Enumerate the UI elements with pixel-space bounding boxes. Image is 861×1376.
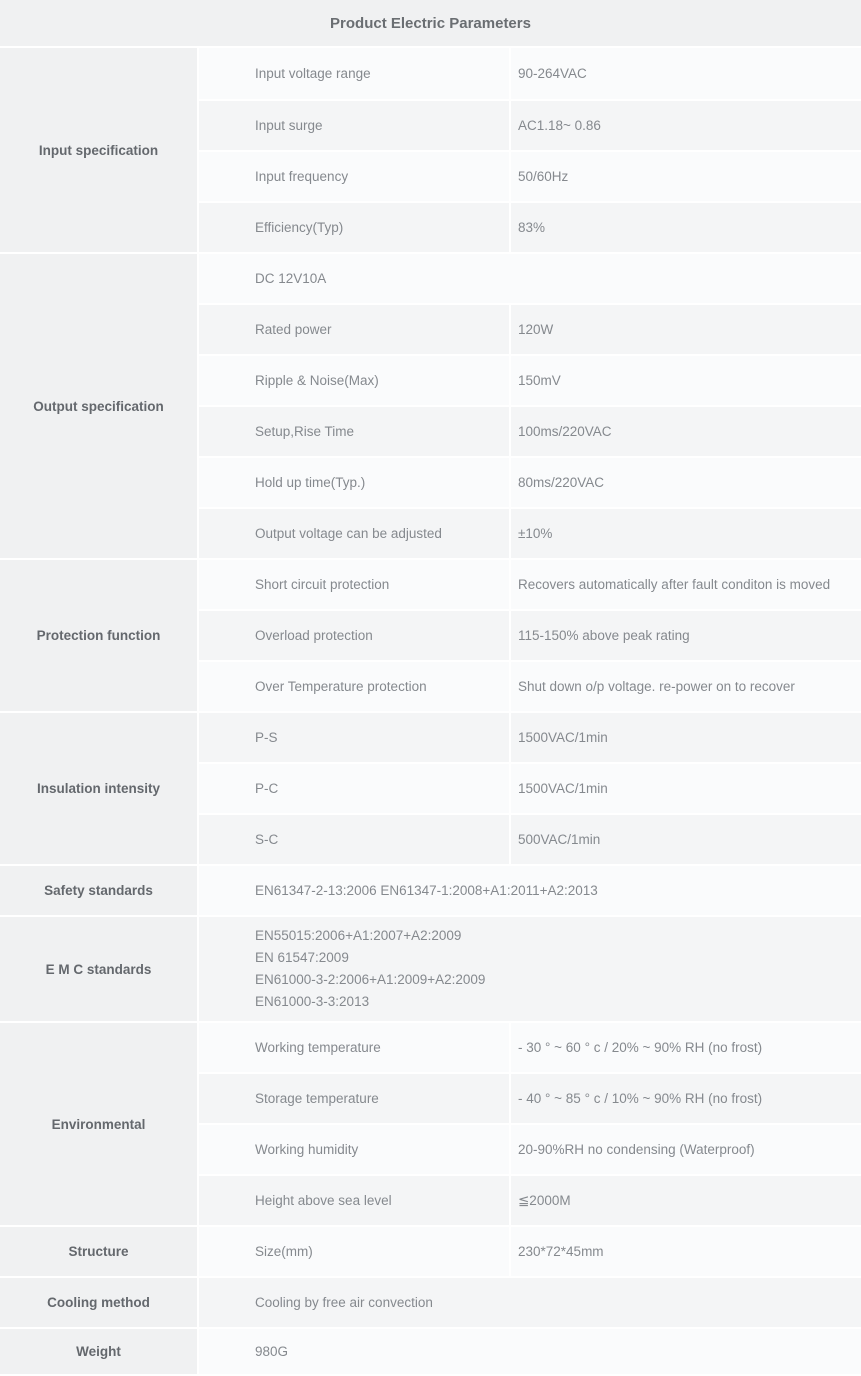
page-title-text: Product Electric Parameters [330,14,531,32]
table-row [199,303,861,354]
table-row [199,864,861,915]
section-rows [199,864,861,915]
span-cell: DC 12V10A [255,271,327,286]
value-cell: ≦2000M [518,1192,571,1208]
table-row [199,99,861,150]
value-cell: 83% [518,220,546,235]
table-row [199,609,861,660]
section-label: Insulation intensity [0,711,199,864]
param-cell: Size(mm) [199,1227,511,1276]
value-cell: 80ms/220VAC [518,475,605,490]
value-cell: 1500VAC/1min [518,730,608,745]
section-rows [199,711,861,864]
param-cell: Rated power [199,305,511,354]
table-row [199,711,861,762]
value-cell: 1500VAC/1min [518,781,608,796]
param-cell: Working humidity [199,1125,511,1174]
value-cell: ±10% [518,526,553,541]
value-cell: 100ms/220VAC [518,424,612,439]
param-cell: Working temperature [199,1023,511,1072]
table-row [199,1123,861,1174]
span-cell: Cooling by free air convection [255,1295,433,1310]
param-cell: Ripple & Noise(Max) [199,356,511,405]
table-row [199,48,861,99]
table-row [199,1072,861,1123]
section-label: E M C standards [0,915,199,1021]
param-cell: Output voltage can be adjusted [199,509,511,558]
param-cell: Input surge [199,101,511,150]
section-insulation-intensity [0,711,861,864]
section-protection-function [0,558,861,711]
table-row [199,252,861,303]
value-cell: 120W [518,322,554,337]
section-rows [199,1021,861,1225]
span-cell: 980G [255,1344,289,1359]
section-label: Safety standards [0,864,199,915]
value-cell: 50/60Hz [518,169,569,184]
param-cell: P-S [199,713,511,762]
section-rows [199,558,861,711]
section-label: Protection function [0,558,199,711]
table-row [199,558,861,609]
value-cell: 90-264VAC [518,66,587,81]
param-cell: P-C [199,764,511,813]
table-row [199,150,861,201]
standard-line: EN55015:2006+A1:2007+A2:2009 [255,928,462,943]
section-environmental [0,1021,861,1225]
value-cell: 115-150% above peak rating [518,628,690,643]
section-rows [199,48,861,252]
table-row [199,660,861,711]
section-label: Environmental [0,1021,199,1225]
standard-line: EN61000-3-3:2013 [255,994,370,1009]
page-title [0,0,861,48]
param-cell: Short circuit protection [199,560,511,609]
section-label: Cooling method [0,1276,199,1327]
table-row [199,1174,861,1225]
table-row [199,1327,861,1374]
section-output-specification [0,252,861,558]
table-row [199,405,861,456]
section-rows [199,1327,861,1374]
value-cell: 20-90%RH no condensing (Waterproof) [518,1142,755,1157]
value-cell: - 30 ° ~ 60 ° c / 20% ~ 90% RH (no frost) [518,1040,763,1055]
section-rows [199,1276,861,1327]
spec-table [0,48,861,1374]
param-cell: Input voltage range [199,48,511,99]
value-cell: 150mV [518,373,561,388]
section-label: Input specification [0,48,199,252]
table-row [199,1225,861,1276]
section-e-m-c-standards [0,915,861,1021]
section-input-specification [0,48,861,252]
section-rows [199,1225,861,1276]
table-row [199,507,861,558]
span-cell [199,917,861,1021]
table-row [199,915,861,1021]
standard-line: EN61000-3-2:2006+A1:2009+A2:2009 [255,972,486,987]
table-row [199,354,861,405]
standard-line: EN 61547:2009 [255,950,349,965]
param-cell: Input frequency [199,152,511,201]
param-cell: Efficiency(Typ) [199,203,511,252]
section-weight [0,1327,861,1374]
section-rows [199,915,861,1021]
param-cell: Over Temperature protection [199,662,511,711]
table-row [199,456,861,507]
table-row [199,1021,861,1072]
section-label: Output specification [0,252,199,558]
value-cell: 500VAC/1min [518,832,601,847]
section-label: Structure [0,1225,199,1276]
param-cell: Height above sea level [199,1176,511,1225]
param-cell: Storage temperature [199,1074,511,1123]
value-cell: Shut down o/p voltage. re-power on to recover [518,679,795,694]
value-cell: Recovers automatically after fault conditon is moved [518,577,831,592]
param-cell: Overload protection [199,611,511,660]
table-row [199,762,861,813]
section-safety-standards [0,864,861,915]
param-cell: Hold up time(Typ.) [199,458,511,507]
value-cell: AC1.18~ 0.86 [518,118,601,133]
section-rows [199,252,861,558]
section-structure [0,1225,861,1276]
value-cell: - 40 ° ~ 85 ° c / 10% ~ 90% RH (no frost) [518,1091,763,1106]
span-cell: EN61347-2-13:2006 EN61347-1:2008+A1:2011+A2:2013 [255,883,598,898]
value-cell: 230*72*45mm [518,1244,604,1259]
param-cell: Setup,Rise Time [199,407,511,456]
table-row [199,813,861,864]
table-row [199,201,861,252]
section-cooling-method [0,1276,861,1327]
section-label: Weight [0,1327,199,1374]
table-row [199,1276,861,1327]
param-cell: S-C [199,815,511,864]
